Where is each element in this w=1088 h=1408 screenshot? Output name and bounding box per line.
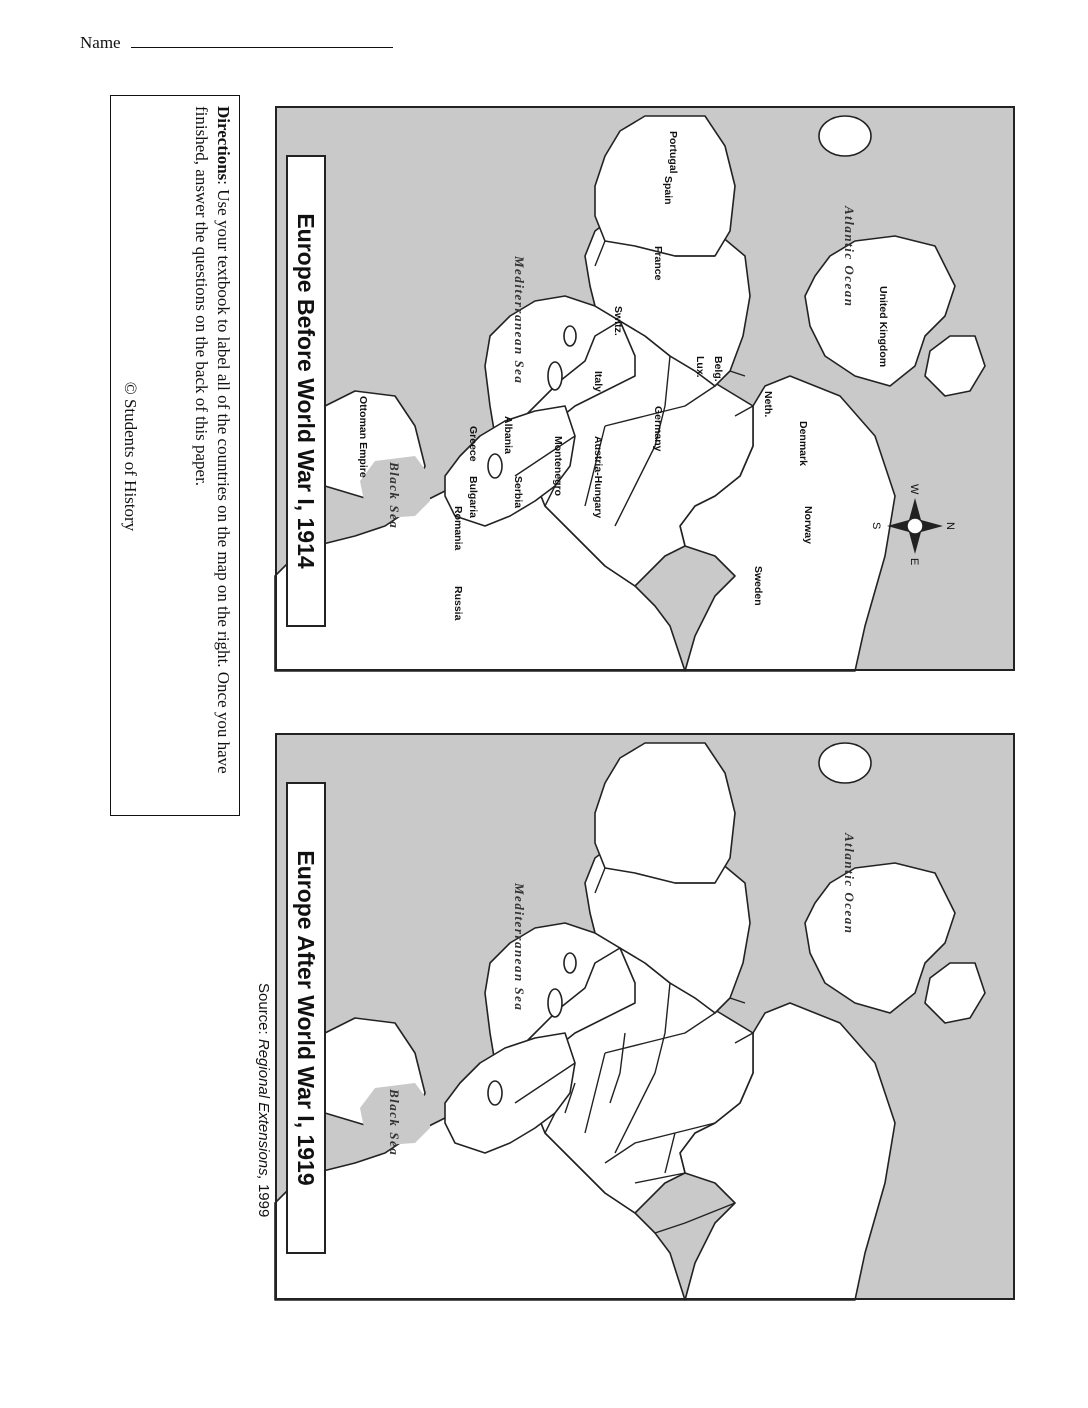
compass-w: W: [908, 484, 920, 495]
label-serbia: Serbia: [512, 476, 524, 509]
compass-n: N: [944, 522, 956, 530]
copyright-notice: © Students of History: [121, 381, 140, 532]
label-france: France: [652, 246, 664, 281]
directions-text-block: [111, 96, 241, 817]
map-after-title: Europe After World War I, 1919: [293, 850, 319, 1186]
label-lux: Lux.: [694, 356, 706, 378]
island-sicily: [488, 1081, 502, 1105]
name-blank-line[interactable]: [131, 33, 393, 48]
island-iceland: [819, 743, 871, 783]
svg-text:Source: Regional Ex: [255, 983, 272, 1217]
name-label: Name: [80, 33, 121, 52]
label-neth: Neth.: [762, 391, 774, 418]
label-romania: Romania: [452, 506, 464, 551]
label-albania: Albania: [502, 416, 514, 454]
island-corsica: [564, 326, 576, 346]
directions-text: : Use your textbook to label all of the countries on the map on the right. Once you have finished, answer the questions on the back of this paper.: [192, 106, 233, 774]
label-belg: Belg.: [712, 356, 724, 382]
directions-paragraph: [190, 106, 234, 807]
source-label: Source:: [255, 983, 272, 1039]
compass-s: S: [870, 522, 882, 530]
label-montenegro: Montenegro: [552, 436, 564, 497]
label-ottoman: Ottoman Empire: [357, 396, 369, 478]
map-after-ww1: [255, 733, 1015, 1300]
label-switz: Switz.: [612, 306, 624, 336]
island-sardinia: [548, 362, 562, 390]
directions-label: Directions: [214, 106, 233, 181]
label-denmark: Denmark: [797, 421, 809, 466]
label-black-sea: Black Sea: [387, 462, 402, 530]
island-sardinia: [548, 989, 562, 1017]
label-bulgaria: Bulgaria: [467, 476, 479, 519]
label-mediterranean: Mediterranean Sea: [512, 883, 527, 1012]
island-iceland: [819, 116, 871, 156]
source-work: Regional Extensions,: [255, 1038, 272, 1184]
label-sweden: Sweden: [752, 566, 764, 606]
source-year: 1999: [255, 1183, 272, 1218]
source-citation: [255, 983, 272, 1217]
label-austria-hungary: Austria-Hungary: [592, 436, 604, 519]
label-atlantic: Atlantic Ocean: [842, 206, 857, 308]
map-before-ww1: [275, 106, 1015, 671]
label-uk: United Kingdom: [877, 286, 889, 368]
compass-e: E: [908, 558, 920, 566]
label-greece: Greece: [467, 426, 479, 462]
label-germany: Germany: [652, 406, 664, 452]
map-before-title: Europe Before World War I, 1914: [293, 213, 319, 569]
label-spain: Spain: [662, 176, 674, 205]
label-russia: Russia: [452, 586, 464, 621]
label-norway: Norway: [802, 506, 814, 544]
island-corsica: [564, 953, 576, 973]
landmass-iberia: [595, 743, 735, 883]
label-mediterranean: Mediterranean Sea: [512, 256, 527, 385]
label-italy: Italy: [592, 371, 604, 393]
map-after-svg: [255, 733, 1015, 1300]
label-portugal: Portugal: [667, 131, 679, 174]
directions-box: [110, 95, 240, 816]
island-sicily: [488, 454, 502, 478]
name-field: [80, 33, 393, 53]
label-black-sea: Black Sea: [387, 1089, 402, 1157]
map-before-svg: [275, 106, 1015, 671]
label-atlantic: Atlantic Ocean: [842, 833, 857, 935]
